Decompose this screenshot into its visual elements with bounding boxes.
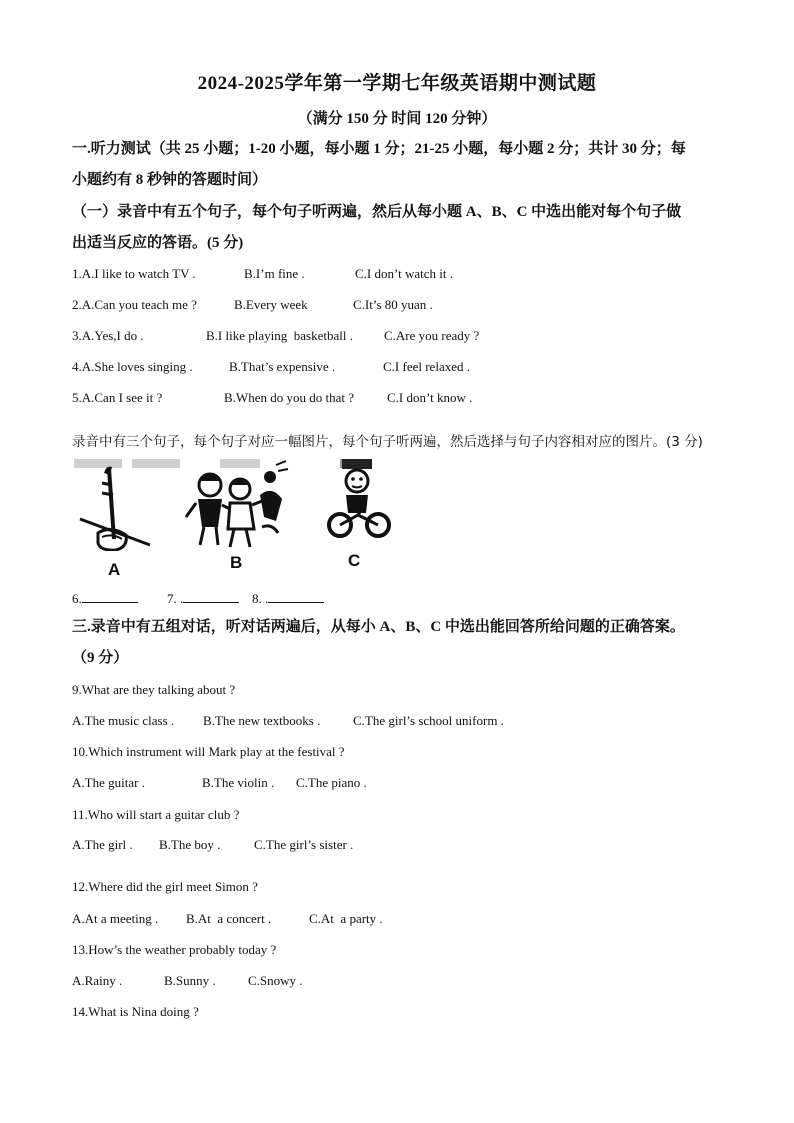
q4-option-b: B.That’s expensive . [229,359,336,374]
question-12: 12.Where did the girl meet Simon ? [72,879,258,894]
q1-option-a: 1.A.I like to watch TV . [72,266,196,281]
q3-option-a: 3.A.Yes,I do . [72,328,144,343]
question-11: 11.Who will start a guitar club ? [72,807,240,822]
dancing-children-icon [182,455,292,551]
q1-option-b: B.I’m fine . [244,266,305,281]
exam-subtitle: （满分 150 分 时间 120 分钟） [297,111,497,127]
blank-8-label: 8. . [252,591,269,606]
q3-option-b: B.I like playing basketball . [206,328,353,343]
question-13: 13.How’s the weather probably today ? [72,942,277,957]
q9-option-b: B.The new textbooks . [203,713,321,728]
blank-8[interactable] [252,590,324,607]
q11-option-b: B.The boy . [159,837,221,852]
picture-c-label: C [348,551,361,570]
q9-option-a: A.The music class . [72,713,175,728]
q2-option-a: 2.A.Can you teach me ? [72,297,197,312]
part1-sub1-line2: 出适当反应的答语。(5 分) [72,235,244,251]
part1-heading [72,134,732,196]
part2-instruction: 录音中有三个句子，每个句子对应一幅图片，每个句子听两遍，然后选择与句子内容相对应的图片。(3 分) [72,434,703,450]
q4-option-c: C.I feel relaxed . [383,359,470,374]
q4-option-a: 4.A.She loves singing . [72,359,193,374]
blank-6-label: 6. [72,591,82,606]
picture-b-label: B [230,553,243,572]
q9-option-c: C.The girl’s school uniform . [353,713,504,728]
q12-option-a: A.At a meeting . [72,911,159,926]
q10-option-c: C.The piano . [296,775,367,790]
q2-option-c: C.It’s 80 yuan . [353,297,433,312]
part1-sub1-heading [72,197,732,259]
part3-heading-line1: 三.录音中有五组对话，听对话两遍后，从每小 A、B、C 中选出能回答所给问题的正确答案。 [72,619,685,635]
part1-heading-line1: 一.听力测试（共 25 小题；1-20 小题，每小题 1 分；21-25 小题，每小题 2 分；共计 30 分；每 [72,141,686,157]
q5-option-c: C.I don’t know . [387,390,473,405]
part1-sub1-line1: （一）录音中有五个句子，每个句子听两遍，然后从每小题 A、B、C 中选出能对每个句子做 [72,204,682,220]
q12-option-b: B.At a concert . [186,911,272,926]
part3-heading [72,612,732,674]
question-10: 10.Which instrument will Mark play at the festival ? [72,744,345,759]
q13-option-c: C.Snowy . [248,973,303,988]
bicycle-rider-icon [324,455,394,551]
q3-option-c: C.Are you ready ? [384,328,480,343]
question-14: 14.What is Nina doing ? [72,1004,199,1019]
question-9: 9.What are they talking about ? [72,682,236,697]
q13-option-a: A.Rainy . [72,973,123,988]
blank-6[interactable] [72,590,138,607]
q11-option-a: A.The girl . [72,837,133,852]
q1-option-c: C.I don’t watch it . [355,266,453,281]
erhu-icon [76,455,162,551]
exam-title: 2024-2025学年第一学期七年级英语期中测试题 [197,73,597,94]
q5-option-a: 5.A.Can I see it ? [72,390,163,405]
q10-option-a: A.The guitar . [72,775,145,790]
q13-option-b: B.Sunny . [164,973,216,988]
q11-option-c: C.The girl’s sister . [254,837,354,852]
blank-7[interactable] [167,590,239,607]
picture-a-label: A [108,560,121,579]
part1-heading-line2: 小题约有 8 秒钟的答题时间） [72,172,268,188]
q12-option-c: C.At a party . [309,911,383,926]
part3-heading-line2: （9 分） [72,650,129,666]
q2-option-b: B.Every week [234,297,308,312]
blank-7-label: 7. . [167,591,184,606]
q10-option-b: B.The violin . [202,775,275,790]
q5-option-b: B.When do you do that ? [224,390,354,405]
